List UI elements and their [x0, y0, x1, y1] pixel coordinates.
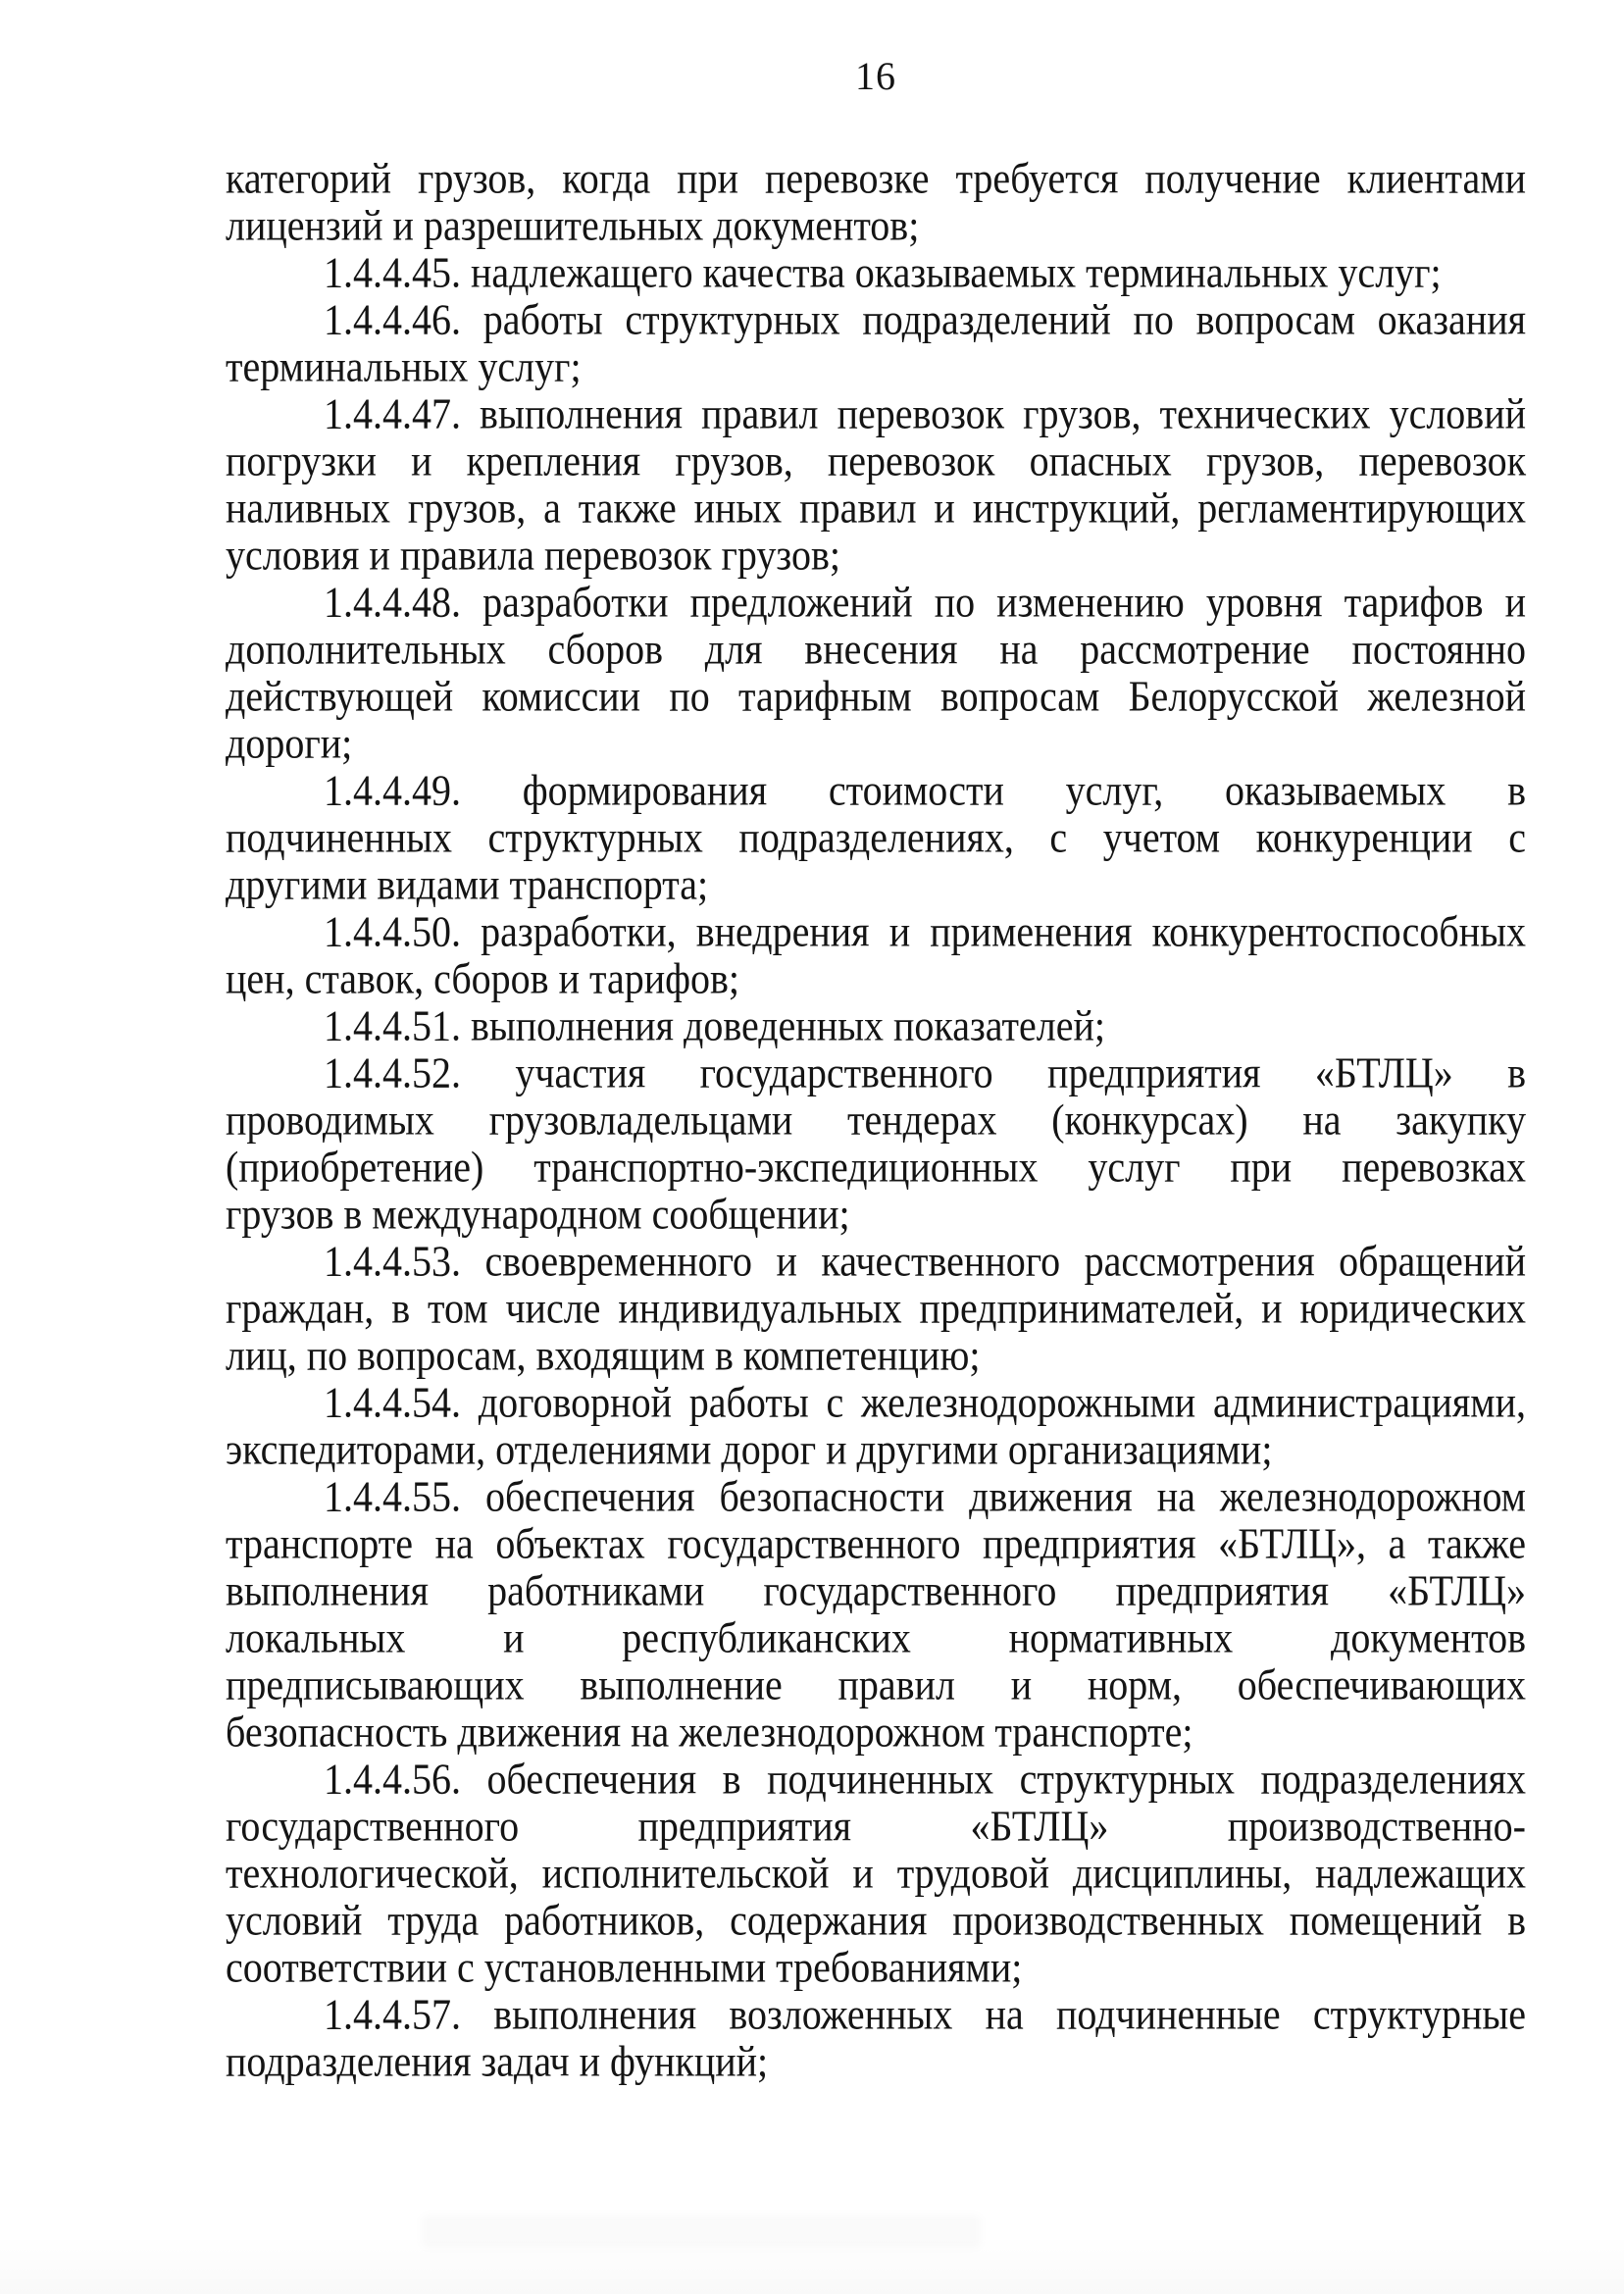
- text-line: 1.4.4.54. договорной работы с железнодорожными администрациями,: [324, 1377, 1526, 1427]
- scan-smudge-artifact: [422, 2215, 981, 2248]
- text-line: 1.4.4.46. работы структурных подразделений по вопросам оказания: [324, 294, 1526, 344]
- text-line: 1.4.4.48. разработки предложений по изменению уровня тарифов и: [324, 577, 1526, 627]
- text-line: (приобретение) транспортно-экспедиционных услуг при перевозках: [226, 1142, 1526, 1192]
- text-line: проводимых грузовладельцами тендерах (конкурсах) на закупку: [226, 1095, 1526, 1145]
- text-line: дороги;: [226, 718, 353, 768]
- text-line: граждан, в том числе индивидуальных предпринимателей, и юридических: [226, 1283, 1526, 1333]
- text-line: 1.4.4.52. участия государственного предприятия «БТЛЦ» в: [324, 1047, 1526, 1097]
- text-line: лиц, по вопросам, входящим в компетенцию;: [226, 1330, 981, 1380]
- text-line: действующей комиссии по тарифным вопросам Белорусской железной: [226, 671, 1526, 721]
- text-line: транспорте на объектах государственного предприятия «БТЛЦ», а также: [226, 1518, 1526, 1568]
- text-line: 1.4.4.53. своевременного и качественного рассмотрения обращений: [324, 1236, 1526, 1286]
- text-line: условий труда работников, содержания производственных помещений в: [226, 1895, 1526, 1945]
- text-line: другими видами транспорта;: [226, 859, 709, 909]
- text-line: подчиненных структурных подразделениях, с учетом конкуренции с: [226, 812, 1526, 862]
- text-line: 1.4.4.49. формирования стоимости услуг, оказываемых в: [324, 765, 1526, 815]
- text-line: наливных грузов, а также иных правил и инструкций, регламентирующих: [226, 483, 1526, 533]
- text-line: цен, ставок, сборов и тарифов;: [226, 953, 740, 1003]
- text-line: 1.4.4.47. выполнения правил перевозок грузов, технических условий: [324, 388, 1526, 438]
- text-line: 1.4.4.56. обеспечения в подчиненных структурных подразделениях: [324, 1754, 1526, 1804]
- text-line: 1.4.4.51. выполнения доведенных показателей;: [324, 1000, 1105, 1050]
- text-line: государственного предприятия «БТЛЦ» производственно-: [226, 1801, 1526, 1851]
- scan-edge-artifact: [0, 2235, 1624, 2294]
- text-column: [226, 53, 1526, 2085]
- text-line: условия и правила перевозок грузов;: [226, 530, 840, 580]
- text-line: категорий грузов, когда при перевозке требуется получение клиентами: [226, 153, 1526, 203]
- text-line: подразделения задач и функций;: [226, 2036, 769, 2086]
- text-line: экспедиторами, отделениями дорог и другими организациями;: [226, 1424, 1273, 1474]
- text-line: 1.4.4.55. обеспечения безопасности движения на железнодорожном: [324, 1471, 1526, 1521]
- text-line: погрузки и крепления грузов, перевозок опасных грузов, перевозок: [226, 435, 1526, 485]
- text-line: 1.4.4.57. выполнения возложенных на подчиненные структурные: [324, 1989, 1526, 2039]
- text-line: соответствии с установленными требованиями;: [226, 1942, 1023, 1992]
- text-line: терминальных услуг;: [226, 341, 582, 391]
- text-line: выполнения работниками государственного предприятия «БТЛЦ»: [226, 1565, 1526, 1615]
- page-number: 16: [855, 54, 896, 98]
- text-line: лицензий и разрешительных документов;: [226, 200, 920, 250]
- page-body: [226, 155, 1526, 2085]
- text-line: 1.4.4.45. надлежащего качества оказываемых терминальных услуг;: [324, 247, 1442, 297]
- text-line: безопасность движения на железнодорожном транспорте;: [226, 1707, 1193, 1757]
- text-line: предписывающих выполнение правил и норм, обеспечивающих: [226, 1659, 1526, 1709]
- text-line: дополнительных сборов для внесения на рассмотрение постоянно: [226, 624, 1526, 674]
- text-line: локальных и республиканских нормативных документов: [226, 1612, 1526, 1662]
- text-line: 1.4.4.50. разработки, внедрения и применения конкурентоспособных: [324, 906, 1526, 956]
- text-line: грузов в международном сообщении;: [226, 1189, 850, 1239]
- text-line: технологической, исполнительской и трудовой дисциплины, надлежащих: [226, 1848, 1526, 1898]
